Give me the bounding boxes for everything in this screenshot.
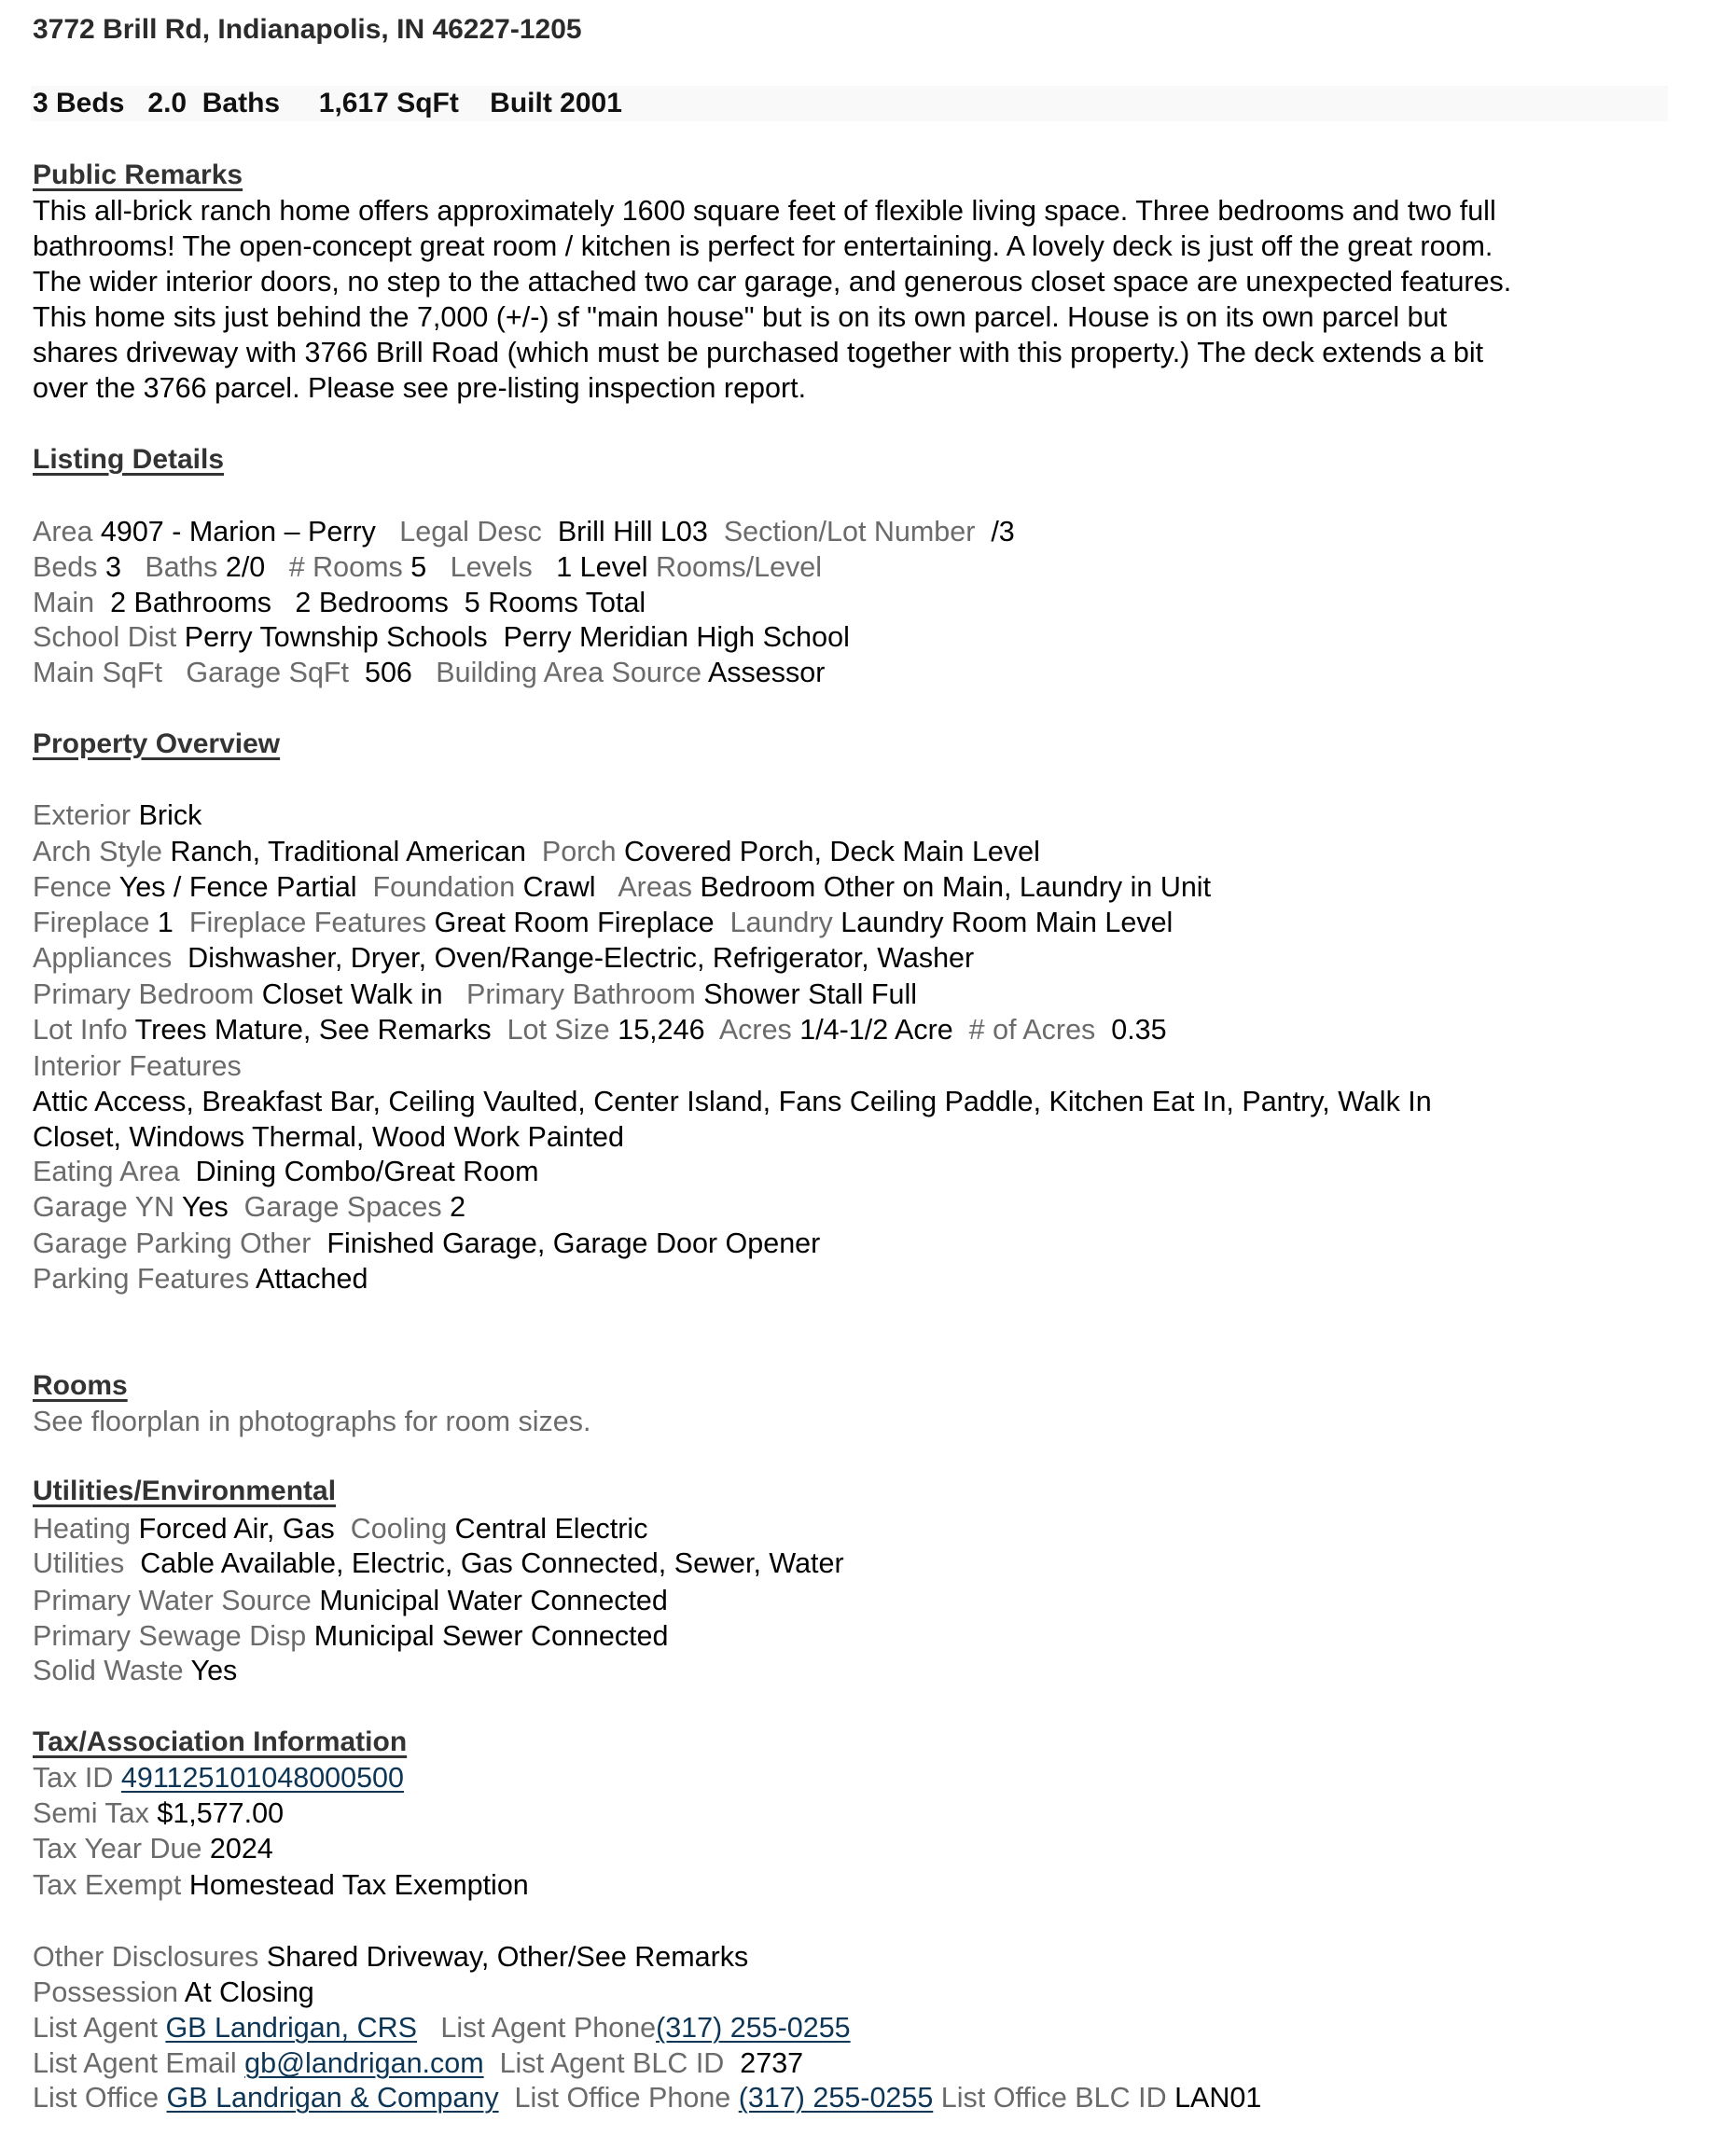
field-label: List Agent Phone <box>417 2012 657 2044</box>
field-label: Semi Tax <box>33 1797 158 1829</box>
field-label: # Rooms <box>288 551 411 583</box>
field-label: Foundation <box>372 871 523 903</box>
field-label: Tax Exempt <box>33 1869 189 1901</box>
field-value: 1 <box>157 907 189 938</box>
field-value: /3 <box>991 516 1015 548</box>
detail-row <box>33 514 1015 549</box>
list-office-link[interactable]: GB Landrigan & Company <box>166 2082 499 2114</box>
field-value: Closet, Windows Thermal, Wood Work Painted <box>33 1121 624 1153</box>
field-label: Primary Sewage Disp <box>33 1620 314 1652</box>
field-label: Fireplace Features <box>188 907 435 938</box>
detail-row <box>33 1084 1432 1119</box>
detail-row <box>33 2080 1261 2115</box>
field-label: Fireplace <box>33 907 158 938</box>
field-value: Attic Access, Breakfast Bar, Ceiling Vaulted, Center Island, Fans Ceiling Paddle, Kitchen Eat In, Pantry, Walk In <box>33 1086 1432 1117</box>
field-value: Homestead Tax Exemption <box>188 1869 529 1901</box>
section-heading-listing-details: Listing Details <box>33 444 225 475</box>
section-heading-utilities: Utilities/Environmental <box>33 1476 337 1506</box>
field-label: Appliances <box>33 942 188 974</box>
field-value: Shower Stall Full <box>703 978 918 1010</box>
field-value: 2 <box>450 1191 466 1223</box>
field-label: Beds <box>33 551 105 583</box>
detail-row <box>33 1261 368 1296</box>
field-label: Interior Features <box>33 1050 242 1082</box>
field-label: Arch Style <box>33 836 171 867</box>
field-label: Building Area Source <box>436 657 708 688</box>
field-label: Porch <box>541 836 625 867</box>
field-value: 4907 - Marion – Perry <box>100 516 400 548</box>
detail-row <box>33 1583 668 1618</box>
field-value: Dining Combo/Great Room <box>195 1156 539 1187</box>
field-label: Legal Desc <box>399 516 558 548</box>
field-label: Primary Bathroom <box>465 978 704 1010</box>
detail-row <box>33 1795 284 1831</box>
detail-row <box>33 1154 539 1189</box>
list-agent-link[interactable]: GB Landrigan, CRS <box>165 2012 417 2044</box>
field-label: Areas <box>618 871 701 903</box>
field-label: Exterior <box>33 799 139 831</box>
section-heading-property-overview: Property Overview <box>33 728 281 759</box>
rooms-note: See floorplan in photographs for room sizes. <box>33 1406 591 1437</box>
detail-row <box>33 2010 851 2045</box>
field-label: Parking Features <box>33 1263 257 1295</box>
detail-row <box>33 940 974 976</box>
field-value: 15,246 <box>618 1014 719 1046</box>
field-value: Bedroom Other on Main, Laundry in Unit <box>700 871 1212 903</box>
field-value: Laundry Room Main Level <box>840 907 1174 938</box>
field-value: 1/4-1/2 Acre <box>799 1014 969 1046</box>
detail-row <box>33 834 1040 869</box>
field-value: Yes <box>190 1655 238 1686</box>
section-heading-tax: Tax/Association Information <box>33 1726 408 1757</box>
remarks-line: bathrooms! The open-concept great room / kitchen is perfect for entertaining. A lovely deck is just off the great room. <box>33 230 1493 262</box>
field-label: Tax Year Due <box>33 1833 210 1865</box>
field-label: List Agent <box>33 2012 166 2044</box>
field-value: Municipal Sewer Connected <box>313 1620 669 1652</box>
detail-row <box>33 905 1173 940</box>
detail-row <box>33 1119 624 1155</box>
field-value: Perry Township Schools Perry Meridian High School <box>184 621 850 653</box>
property-summary: 3 Beds 2.0 Baths 1,617 SqFt Built 2001 <box>33 88 622 118</box>
detail-row <box>33 977 917 1012</box>
field-value: Yes <box>181 1191 244 1223</box>
field-label: Heating <box>33 1513 139 1545</box>
field-value: 2737 <box>740 2047 804 2079</box>
field-value: 0.35 <box>1111 1014 1167 1046</box>
field-label: List Agent Email <box>33 2047 245 2079</box>
detail-row <box>33 549 822 585</box>
remarks-line: The wider interior doors, no step to the attached two car garage, and generous closet space are unexpected features. <box>33 266 1512 298</box>
detail-row <box>33 869 1211 905</box>
remarks-line: This home sits just behind the 7,000 (+/-) sf "main house" but is on its own parcel. House is on its own parcel but <box>33 301 1448 333</box>
field-value: 3 <box>105 551 146 583</box>
detail-row <box>33 1546 844 1581</box>
detail-row <box>33 797 201 833</box>
detail-row <box>33 1189 465 1225</box>
field-value: Dishwasher, Dryer, Oven/Range-Electric, Refrigerator, Washer <box>187 942 975 974</box>
field-value: Finished Garage, Garage Door Opener <box>326 1227 821 1259</box>
field-label: Section/Lot Number <box>723 516 992 548</box>
detail-row <box>33 2045 803 2081</box>
field-value: Trees Mature, See Remarks <box>134 1014 507 1046</box>
field-label: School Dist <box>33 621 185 653</box>
field-label: Fence <box>33 871 119 903</box>
field-value: Municipal Water Connected <box>319 1585 668 1616</box>
field-label: Tax ID <box>33 1762 121 1794</box>
field-label: Lot Size <box>507 1014 618 1046</box>
field-label: List Office <box>33 2082 167 2114</box>
detail-row <box>33 1867 529 1903</box>
field-label: Garage YN <box>33 1191 182 1223</box>
field-label: Possession <box>33 1976 185 2008</box>
field-value: Great Room Fireplace <box>434 907 730 938</box>
tax-id-link[interactable]: 491125101048000500 <box>120 1762 404 1794</box>
field-value: Forced Air, Gas <box>138 1513 351 1545</box>
detail-row <box>33 655 825 690</box>
field-label: Primary Bedroom <box>33 978 262 1010</box>
field-label: Garage Spaces <box>243 1191 451 1223</box>
detail-row <box>33 1975 314 2010</box>
field-label: Levels <box>450 551 557 583</box>
field-label: List Office BLC ID <box>933 2082 1175 2114</box>
field-label: List Agent BLC ID <box>483 2047 741 2079</box>
field-value: At Closing <box>184 1976 314 2008</box>
field-value: Assessor <box>707 657 826 688</box>
field-value: 5 <box>410 551 451 583</box>
detail-row <box>33 1048 242 1084</box>
remarks-line: shares driveway with 3766 Brill Road (which must be purchased together with this property.) The deck extends a bit <box>33 337 1484 368</box>
field-label: Primary Water Source <box>33 1585 320 1616</box>
list-agent-phone-link[interactable]: (317) 255-0255 <box>656 2012 851 2044</box>
field-label: List Office Phone <box>498 2082 739 2114</box>
detail-row <box>33 1618 668 1654</box>
field-label: Baths <box>145 551 226 583</box>
field-value: Covered Porch, Deck Main Level <box>624 836 1040 867</box>
field-value: $1,577.00 <box>157 1797 285 1829</box>
field-value: Attached <box>256 1263 368 1295</box>
field-value: 2/0 <box>225 551 289 583</box>
field-label: Other Disclosures <box>33 1941 267 1973</box>
list-office-phone-link[interactable]: (317) 255-0255 <box>738 2082 934 2114</box>
field-label: Acres <box>718 1014 800 1046</box>
detail-row <box>33 1939 748 1975</box>
detail-row <box>33 1653 237 1688</box>
section-heading-public-remarks: Public Remarks <box>33 159 243 190</box>
field-label: Eating Area <box>33 1156 196 1187</box>
field-value: Cable Available, Electric, Gas Connected, Sewer, Water <box>140 1547 844 1579</box>
remarks-line: This all-brick ranch home offers approximately 1600 square feet of flexible living space. Three bedrooms and two full <box>33 195 1496 227</box>
detail-row <box>33 1831 273 1866</box>
detail-row <box>33 1760 404 1795</box>
field-value: 2 Bathrooms 2 Bedrooms 5 Rooms Total <box>110 587 646 618</box>
field-label: Utilities <box>33 1547 141 1579</box>
field-label: Main <box>33 587 111 618</box>
field-value: Crawl <box>522 871 618 903</box>
list-agent-email-link[interactable]: gb@landrigan.com <box>244 2047 484 2079</box>
detail-row <box>33 1511 647 1546</box>
section-heading-rooms: Rooms <box>33 1370 128 1401</box>
field-value: LAN01 <box>1174 2082 1262 2114</box>
field-value: Central Electric <box>454 1513 648 1545</box>
field-value: 2024 <box>209 1833 273 1865</box>
field-label: Lot Info <box>33 1014 135 1046</box>
field-label: Garage Parking Other <box>33 1227 327 1259</box>
field-label: Cooling <box>350 1513 455 1545</box>
field-value: Brick <box>138 799 202 831</box>
property-address: 3772 Brill Rd, Indianapolis, IN 46227-1205 <box>33 14 582 45</box>
field-label: Solid Waste <box>33 1655 191 1686</box>
field-value: Yes / Fence Partial <box>118 871 373 903</box>
field-label: # of Acres <box>968 1014 1112 1046</box>
detail-row <box>33 619 850 655</box>
detail-row <box>33 1226 820 1261</box>
field-label: Main SqFt Garage SqFt <box>33 657 365 688</box>
field-label: Area <box>33 516 101 548</box>
field-value: 1 Level <box>556 551 657 583</box>
detail-row <box>33 585 646 620</box>
field-value: Brill Hill L03 <box>557 516 724 548</box>
field-value: Closet Walk in <box>261 978 466 1010</box>
field-label: Rooms/Level <box>656 551 823 583</box>
field-label: Laundry <box>729 907 841 938</box>
field-value: 506 <box>364 657 437 688</box>
field-value: Ranch, Traditional American <box>170 836 542 867</box>
field-value: Shared Driveway, Other/See Remarks <box>266 1941 749 1973</box>
detail-row <box>33 1012 1167 1047</box>
remarks-line: over the 3766 parcel. Please see pre-listing inspection report. <box>33 372 807 404</box>
